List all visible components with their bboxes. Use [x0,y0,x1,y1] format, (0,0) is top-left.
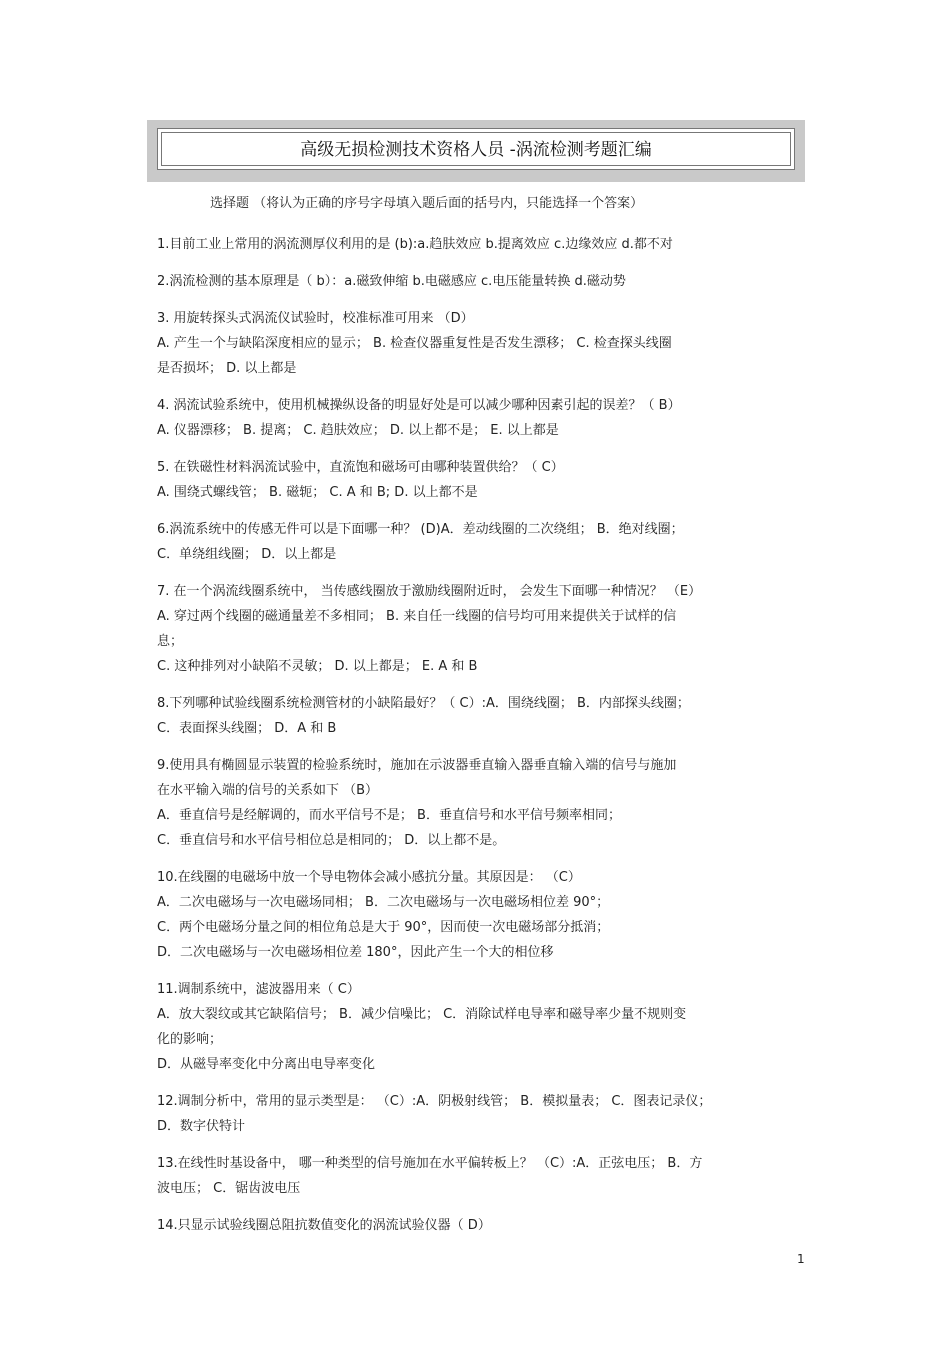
question-item [157,865,797,965]
question-item [157,455,797,505]
question-line: C．垂直信号和水平信号相位总是相同的； D．以上都不是。 [157,833,506,848]
question-line: 是否损坏； D. 以上都是 [157,361,297,376]
question-list [157,232,797,1250]
question-line: A. 围绕式螺线管； B. 磁轭； C. A 和 B; D. 以上都不是 [157,485,478,500]
question-item [157,691,797,741]
question-item [157,1151,797,1201]
question-item [157,1213,797,1238]
question-line: 12.调制分析中，常用的显示类型是： （C）:A．阴极射线管； B．模拟量表； C．图表记录仪； [157,1094,712,1109]
question-line: 6.涡流系统中的传感无件可以是下面哪一种？ (D)A．差动线圈的二次绕组； B．绝对线圈； [157,522,684,537]
question-line: C．表面探头线圈； D．A 和 B [157,721,337,736]
question-line: A．垂直信号是经解调的，而水平信号不是； B．垂直信号和水平信号频率相同； [157,808,621,823]
question-line: 3. 用旋转探头式涡流仪试验时，校准标准可用来 （D） [157,311,474,326]
question-line: D．二次电磁场与一次电磁场相位差 180°，因此产生一个大的相位移 [157,945,554,960]
question-line: A. 产生一个与缺陷深度相应的显示； B. 检查仪器重复性是否发生漂移； C. 检查探头线圈 [157,336,672,351]
page-number: 1 [797,1252,805,1266]
question-line: 化的影响； [157,1032,223,1047]
question-item [157,517,797,567]
question-item [157,977,797,1077]
question-line: A. 仪器漂移； B. 提离； C. 趋肤效应； D. 以上都不是； E. 以上都是 [157,423,559,438]
question-line: C．单绕组线圈； D．以上都是 [157,547,337,562]
title-frame-inner [157,128,795,170]
question-line: D．数字伏特计 [157,1119,246,1134]
question-line: 息； [157,634,184,649]
question-line: 11.调制系统中，滤波器用来（ C） [157,982,360,997]
question-line: D．从磁导率变化中分离出电导率变化 [157,1057,376,1072]
question-line: C. 这种排列对小缺陷不灵敏； D. 以上都是； E. A 和 B [157,659,478,674]
question-line: A．二次电磁场与一次电磁场同相； B．二次电磁场与一次电磁场相位差 90°； [157,895,610,910]
question-item [157,753,797,853]
question-line: 2.涡流检测的基本原理是（ b）：a.磁致伸缩 b.电磁感应 c.电压能量转换 d.磁动势 [157,274,626,289]
question-item [157,306,797,381]
title-frame [147,120,805,182]
question-line: 7. 在一个涡流线圈系统中， 当传感线圈放于激励线圈附近时， 会发生下面哪一种情况？ （E） [157,584,702,599]
question-line: A．放大裂纹或其它缺陷信号； B．减少信噪比； C．消除试样电导率和磁导率少量不规则变 [157,1007,687,1022]
question-line: 1.目前工业上常用的涡流测厚仪利用的是 (b):a.趋肤效应 b.提离效应 c.边缘效应 d.都不对 [157,237,673,252]
question-item [157,579,797,679]
question-line: 14.只显示试验线圈总阻抗数值变化的涡流试验仪器（ D） [157,1218,491,1233]
question-line: 5. 在铁磁性材料涡流试验中，直流饱和磁场可由哪种装置供给？（ C） [157,460,564,475]
question-line: 8.下列哪种试验线圈系统检测管材的小缺陷最好？（ C）:A．围绕线圈； B．内部探头线圈； [157,696,690,711]
question-line: A. 穿过两个线圈的磁通量差不多相同； B. 来自任一线圈的信号均可用来提供关于试样的信 [157,609,677,624]
question-line: 波电压； C．锯齿波电压 [157,1181,301,1196]
question-line: 13.在线性时基设备中， 哪一种类型的信号施加在水平偏转板上？ （C）:A．正弦电压； B．方 [157,1156,703,1171]
question-item [157,232,797,257]
question-item [157,1089,797,1139]
question-line: C．两个电磁场分量之间的相位角总是大于 90°，因而使一次电磁场部分抵消； [157,920,610,935]
question-line: 4. 涡流试验系统中，使用机械操纵设备的明显好处是可以减少哪种因素引起的误差？（ B） [157,398,681,413]
question-line: 10.在线圈的电磁场中放一个导电物体会减小感抗分量。其原因是： （C） [157,870,581,885]
instructions: 选择题 （将认为正确的序号字母填入题后面的括号内，只能选择一个答案） [210,196,644,211]
page-title: 高级无损检测技术资格人员 -涡流检测考题汇编 [161,132,791,166]
question-line: 9.使用具有椭圆显示装置的检验系统时，施加在示波器垂直输入器垂直输入端的信号与施加 [157,758,677,773]
question-item [157,393,797,443]
question-line: 在水平输入端的信号的关系如下 （B） [157,783,379,798]
question-item [157,269,797,294]
